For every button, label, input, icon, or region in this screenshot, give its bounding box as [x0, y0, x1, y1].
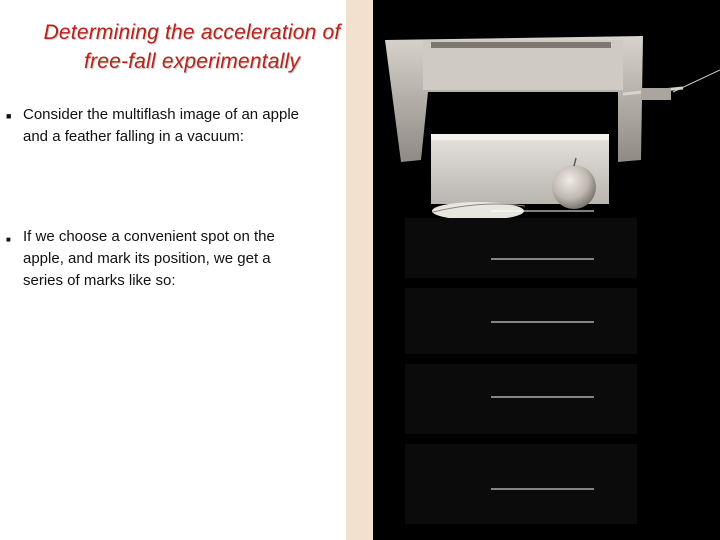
decorative-strip [346, 0, 373, 540]
dim-panels [405, 218, 637, 524]
bullet-item-1 [6, 104, 336, 148]
bullet-text: Consider the multiflash image of an apple and a feather falling in a vacuum: [23, 106, 299, 145]
slide-title: Determining the acceleration of free-fall experimentally [43, 21, 341, 73]
bullet-text: If we choose a convenient spot on the apple, and mark its position, we get a series of marks like so: [23, 228, 275, 289]
bullet-item-2 [6, 226, 336, 292]
multiflash-photo [373, 0, 720, 540]
square-bullet-icon: ■ [6, 111, 12, 121]
square-bullet-icon: ■ [6, 235, 11, 244]
